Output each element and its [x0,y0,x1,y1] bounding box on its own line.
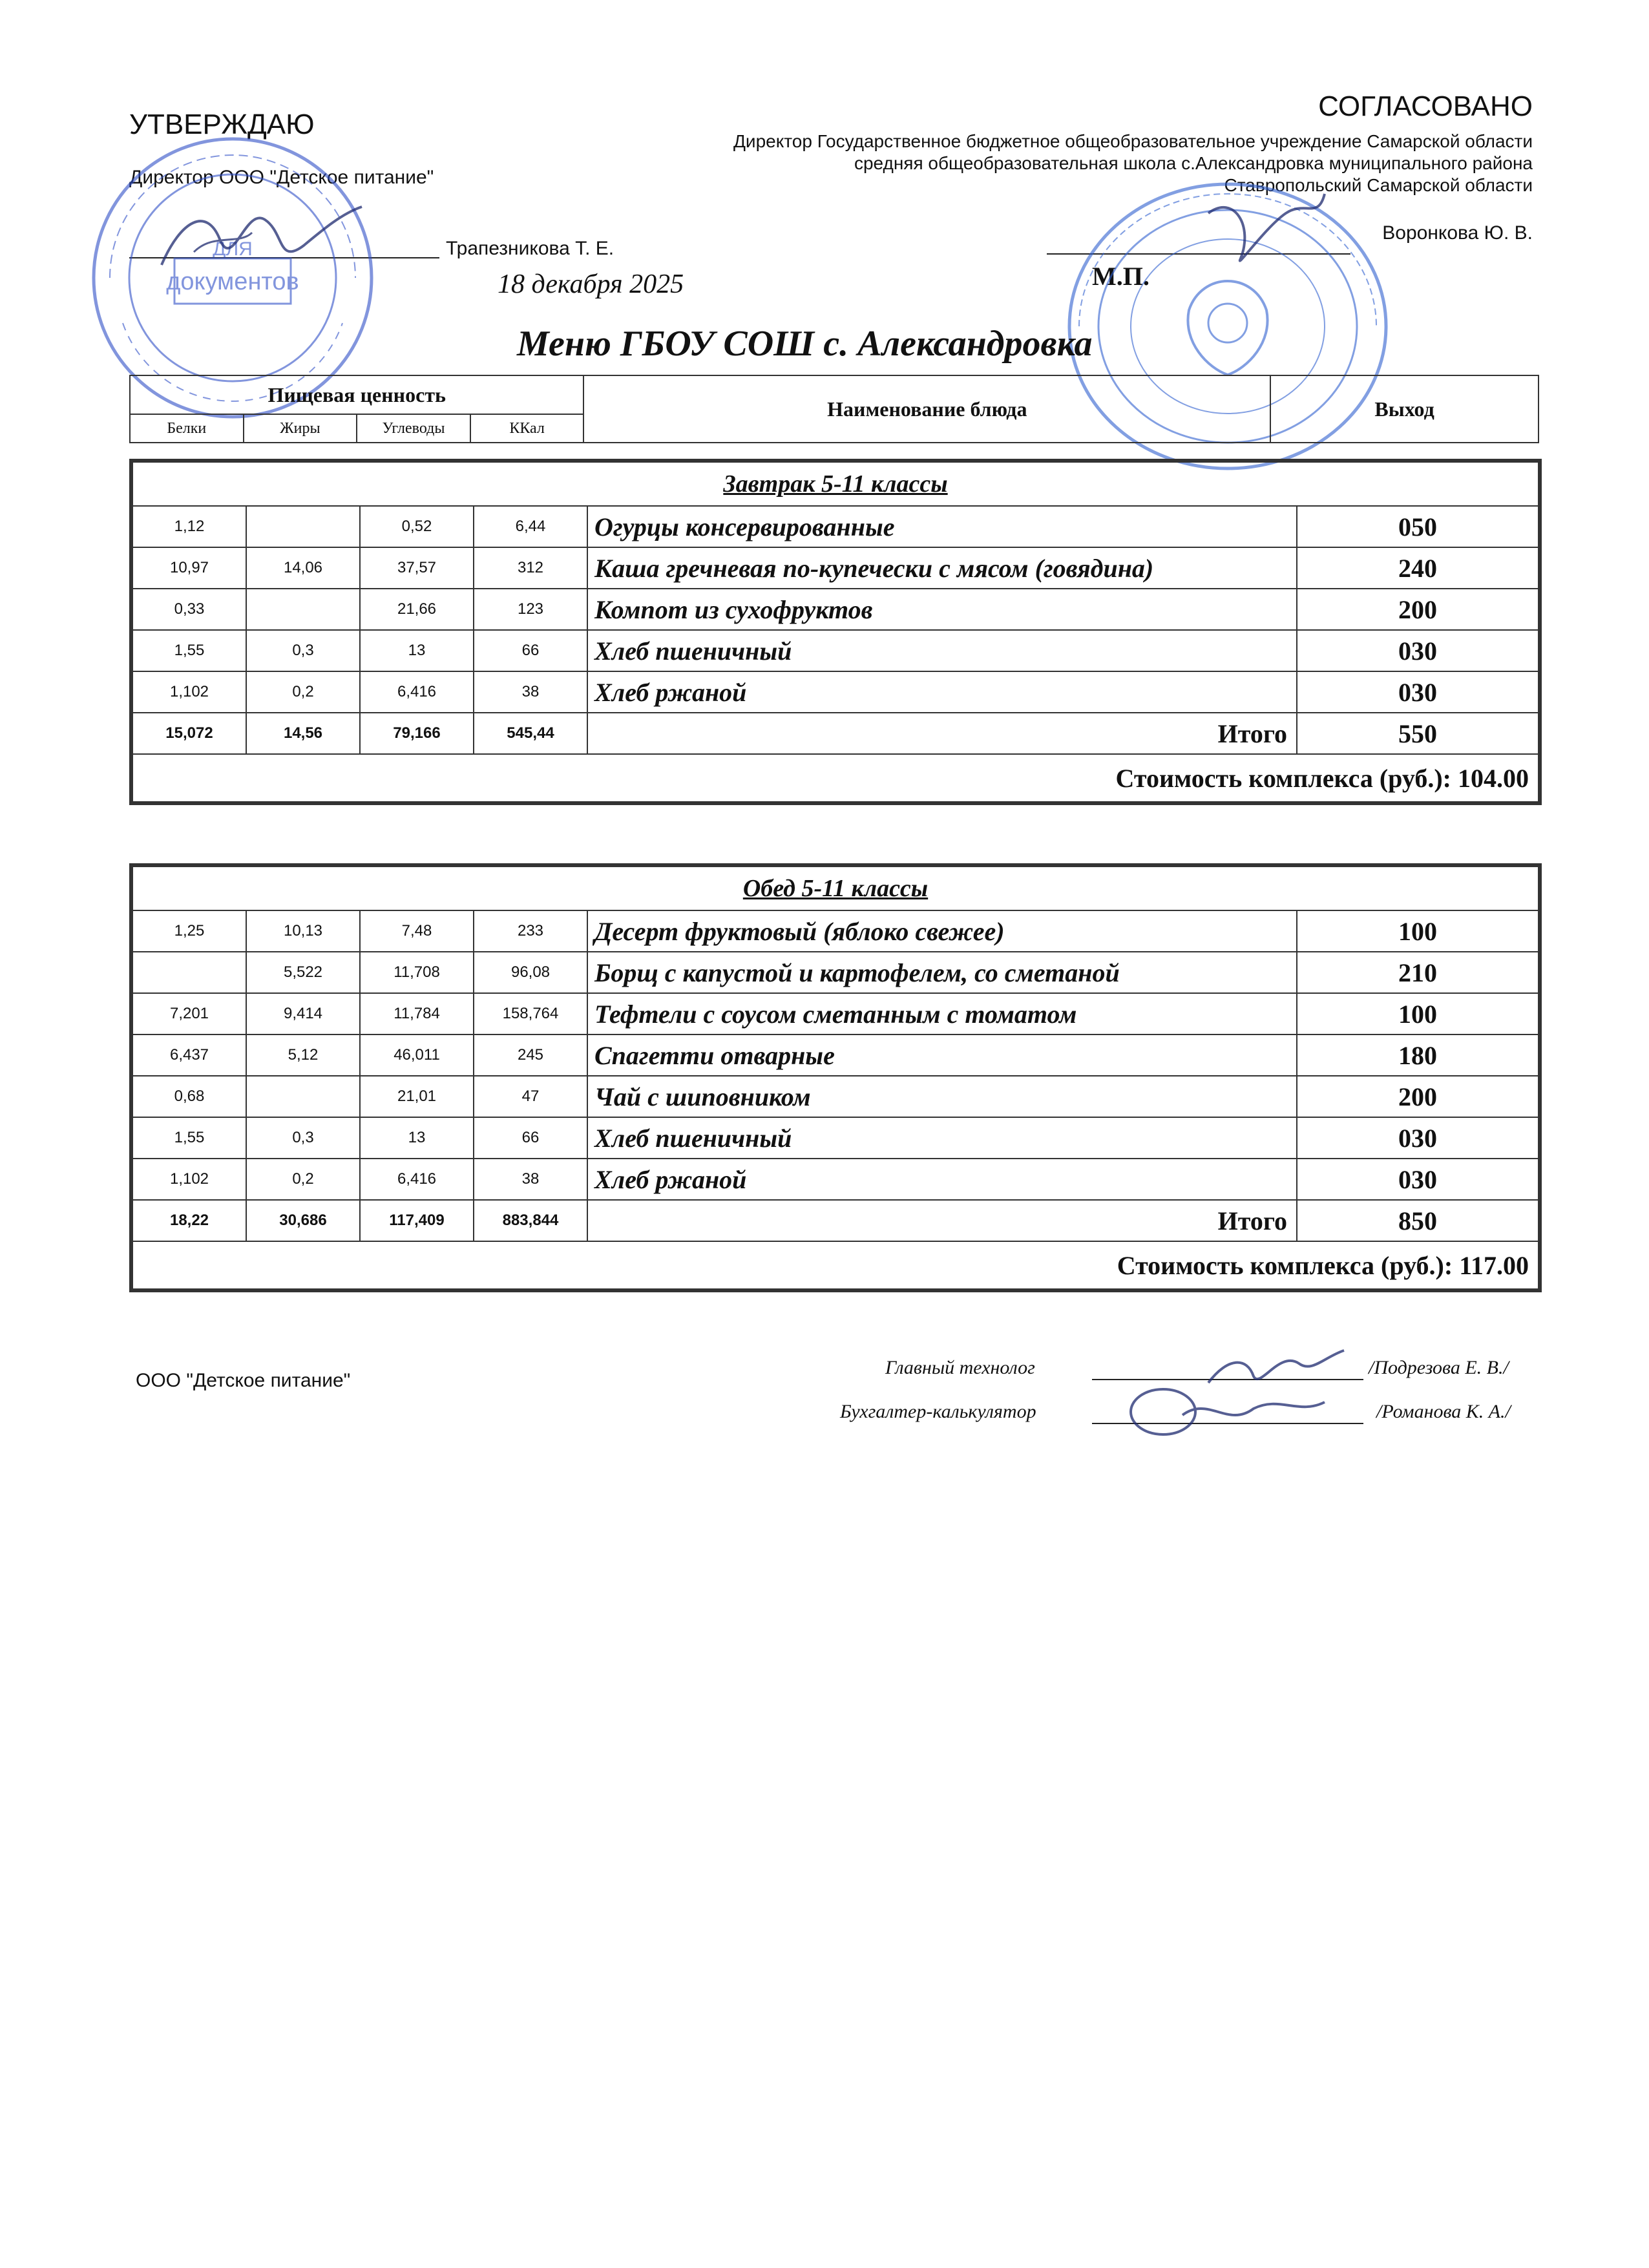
approve-title: УТВЕРЖДАЮ [129,109,315,140]
kcal-cell: 123 [474,589,587,630]
fat-cell: 5,522 [246,952,360,993]
protein-cell: 7,201 [132,993,246,1034]
column-header-table [129,375,1539,443]
complex-cost: Стоимость комплекса (руб.): 104.00 [132,754,1539,802]
nutrition-header: Пищевая ценность [130,375,583,414]
table-row [132,671,1539,713]
fat-cell [246,1076,360,1117]
output-cell: 210 [1297,952,1539,993]
approve-date: 18 декабря 2025 [498,269,684,299]
fat-cell: 5,12 [246,1034,360,1076]
dish-header: Наименование блюда [583,375,1270,443]
total-carbs: 117,409 [360,1200,474,1241]
carbs-cell: 46,011 [360,1034,474,1076]
table-row [132,589,1539,630]
kcal-cell: 66 [474,1117,587,1159]
kcal-cell: 38 [474,671,587,713]
dish-cell: Компот из сухофруктов [587,589,1297,630]
kcal-cell: 312 [474,547,587,589]
carbs-header: Углеводы [357,414,470,443]
carbs-cell: 6,416 [360,1159,474,1200]
agreed-signature-icon [1195,187,1338,278]
kcal-cell: 233 [474,910,587,952]
protein-cell: 0,33 [132,589,246,630]
protein-cell: 1,25 [132,910,246,952]
svg-text:документов: документов [166,268,299,295]
seal-place-label: М.П. [1092,262,1150,291]
accountant-name: /Романова К. А./ [1376,1401,1511,1422]
total-output: 550 [1297,713,1539,754]
output-cell: 100 [1297,993,1539,1034]
output-cell: 200 [1297,1076,1539,1117]
fat-cell: 9,414 [246,993,360,1034]
protein-header: Белки [130,414,244,443]
dish-cell: Десерт фруктовый (яблоко свежее) [587,910,1297,952]
output-cell: 050 [1297,506,1539,547]
approve-name: Трапезникова Т. Е. [446,238,614,259]
lunch-section [129,863,1542,1292]
total-label: Итого [587,713,1297,754]
protein-cell: 1,102 [132,1159,246,1200]
dish-cell: Тефтели с соусом сметанным с томатом [587,993,1297,1034]
carbs-cell: 0,52 [360,506,474,547]
output-cell: 030 [1297,671,1539,713]
total-row [132,1200,1539,1241]
kcal-cell: 66 [474,630,587,671]
protein-cell: 0,68 [132,1076,246,1117]
carbs-cell: 6,416 [360,671,474,713]
chief-technologist-name: /Подрезова Е. В./ [1369,1357,1509,1378]
table-row [132,547,1539,589]
output-cell: 180 [1297,1034,1539,1076]
dish-cell: Хлеб ржаной [587,1159,1297,1200]
section-title: Обед 5-11 классы [132,866,1539,910]
carbs-cell: 13 [360,630,474,671]
output-cell: 100 [1297,910,1539,952]
breakfast-section [129,459,1542,805]
dish-cell: Борщ с капустой и картофелем, со сметаной [587,952,1297,993]
table-row [132,910,1539,952]
fat-cell: 14,06 [246,547,360,589]
accountant-signature-icon [1124,1383,1331,1441]
dish-cell: Хлеб ржаной [587,671,1297,713]
approve-role: Директор ООО "Детское питание" [129,167,434,188]
approve-signature-icon [155,194,368,284]
fat-cell [246,589,360,630]
kcal-cell: 38 [474,1159,587,1200]
kcal-cell: 47 [474,1076,587,1117]
output-cell: 030 [1297,630,1539,671]
table-row [132,952,1539,993]
carbs-cell: 21,01 [360,1076,474,1117]
protein-cell: 6,437 [132,1034,246,1076]
table-row [132,993,1539,1034]
dish-cell: Хлеб пшеничный [587,1117,1297,1159]
fat-cell: 0,2 [246,1159,360,1200]
output-cell: 030 [1297,1117,1539,1159]
output-cell: 030 [1297,1159,1539,1200]
total-kcal: 883,844 [474,1200,587,1241]
table-row [132,1034,1539,1076]
output-cell: 200 [1297,589,1539,630]
total-row [132,713,1539,754]
carbs-cell: 13 [360,1117,474,1159]
total-protein: 15,072 [132,713,246,754]
agreed-title: СОГЛАСОВАНО [1318,90,1533,122]
fat-cell: 10,13 [246,910,360,952]
carbs-cell: 7,48 [360,910,474,952]
agreed-name: Воронкова Ю. В. [1382,222,1533,244]
protein-cell: 1,12 [132,506,246,547]
carbs-cell: 11,708 [360,952,474,993]
carbs-cell: 21,66 [360,589,474,630]
total-kcal: 545,44 [474,713,587,754]
table-row [132,506,1539,547]
complex-cost: Стоимость комплекса (руб.): 117.00 [132,1241,1539,1289]
menu-title: Меню ГБОУ СОШ с. Александровка [517,324,1093,364]
agreed-role: Директор Государственное бюджетное общеобразовательное учреждение Самарской области средняя общеобразовательная школа с.Александровка муниципального района Ставропольский Самарской области [733,131,1533,195]
protein-cell: 1,55 [132,630,246,671]
table-row [132,1159,1539,1200]
dish-cell: Каша гречневая по-купечески с мясом (говядина) [587,547,1297,589]
output-cell: 240 [1297,547,1539,589]
footer-company: ООО "Детское питание" [136,1370,351,1391]
output-header: Выход [1270,375,1539,443]
total-protein: 18,22 [132,1200,246,1241]
accountant-label: Бухгалтер-калькулятор [840,1401,1036,1422]
protein-cell [132,952,246,993]
fat-cell: 0,3 [246,1117,360,1159]
kcal-cell: 158,764 [474,993,587,1034]
total-fat: 30,686 [246,1200,360,1241]
table-row [132,630,1539,671]
dish-cell: Огурцы консервированные [587,506,1297,547]
protein-cell: 10,97 [132,547,246,589]
fat-cell [246,506,360,547]
carbs-cell: 11,784 [360,993,474,1034]
dish-cell: Чай с шиповником [587,1076,1297,1117]
svg-text:ДЛЯ: ДЛЯ [213,238,253,260]
total-label: Итого [587,1200,1297,1241]
fat-cell: 0,2 [246,671,360,713]
carbs-cell: 37,57 [360,547,474,589]
kcal-header: ККал [470,414,584,443]
table-row [132,1117,1539,1159]
kcal-cell: 96,08 [474,952,587,993]
chief-technologist-label: Главный технолог [885,1357,1035,1378]
protein-cell: 1,102 [132,671,246,713]
dish-cell: Спагетти отварные [587,1034,1297,1076]
table-row [132,1076,1539,1117]
fat-cell: 0,3 [246,630,360,671]
fat-header: Жиры [244,414,357,443]
section-title: Завтрак 5-11 классы [132,462,1539,506]
kcal-cell: 245 [474,1034,587,1076]
total-fat: 14,56 [246,713,360,754]
total-carbs: 79,166 [360,713,474,754]
dish-cell: Хлеб пшеничный [587,630,1297,671]
protein-cell: 1,55 [132,1117,246,1159]
kcal-cell: 6,44 [474,506,587,547]
total-output: 850 [1297,1200,1539,1241]
